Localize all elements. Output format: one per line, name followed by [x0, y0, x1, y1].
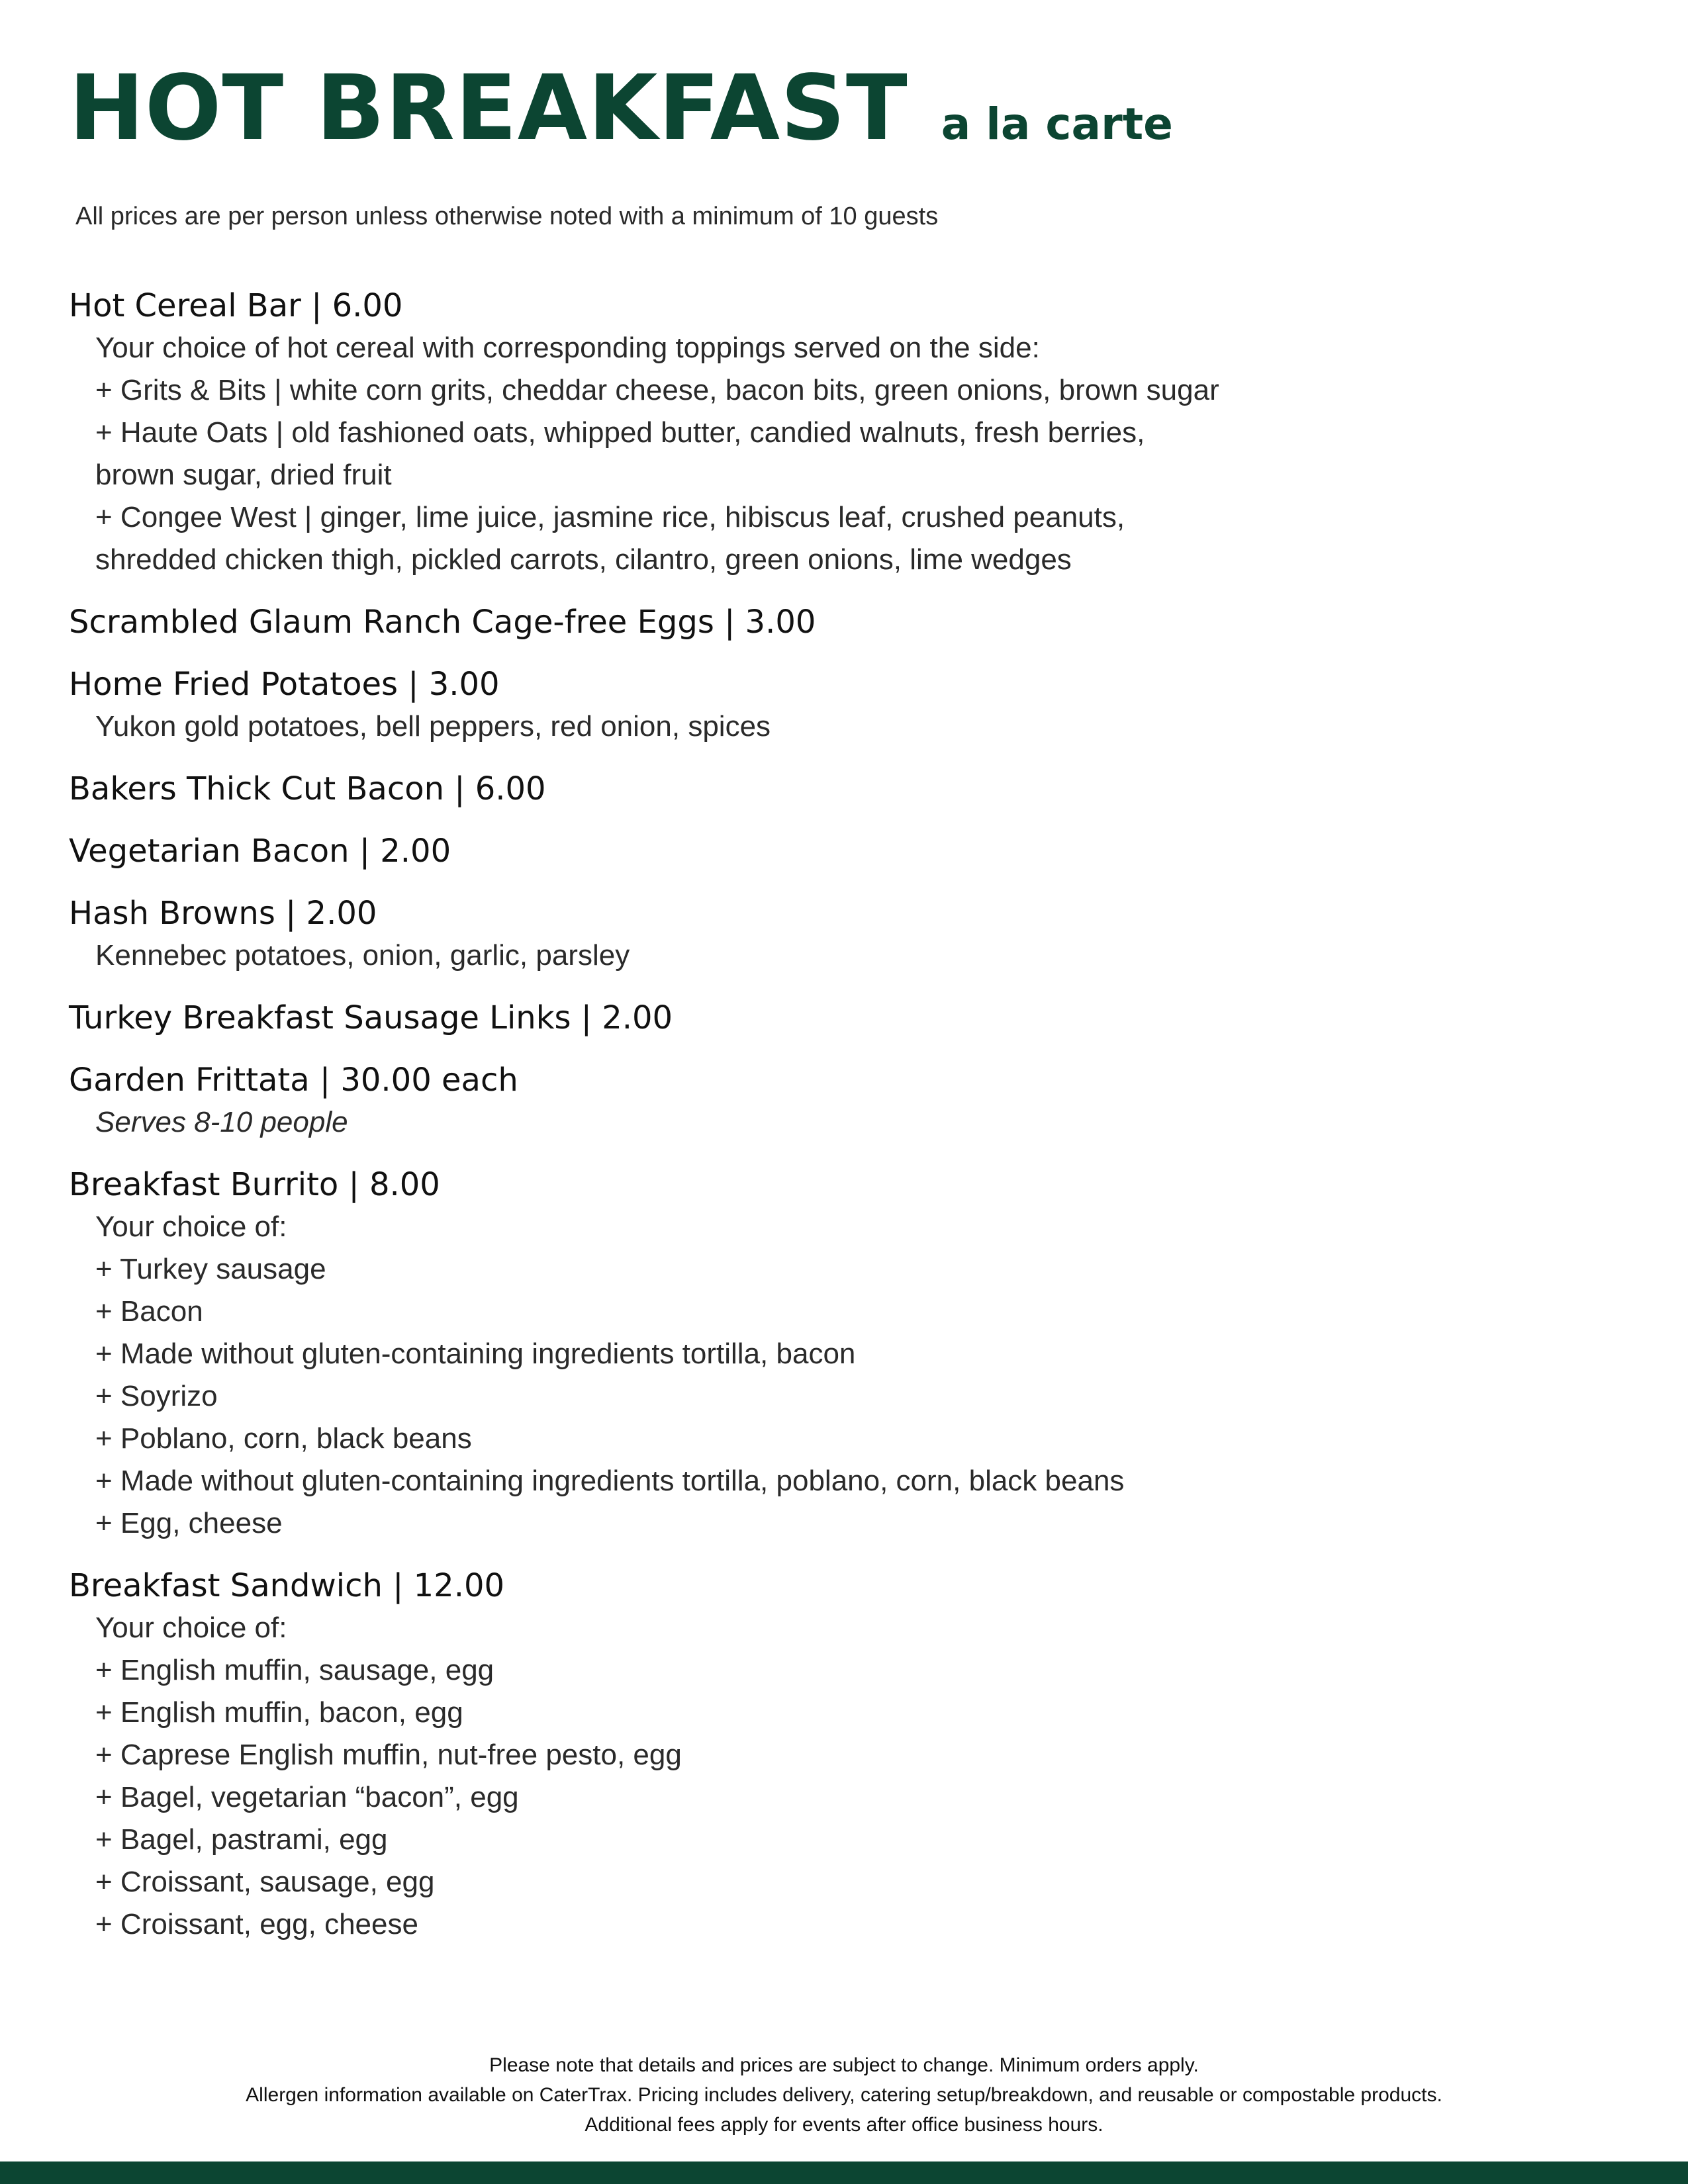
pricing-note: All prices are per person unless otherwise noted with a minimum of 10 guests: [75, 203, 939, 230]
description-line: Your choice of:: [95, 1210, 287, 1243]
description-line: + Poblano, corn, black beans: [95, 1422, 472, 1455]
description-line: + Bagel, pastrami, egg: [95, 1823, 388, 1856]
menu-item: [69, 830, 1591, 872]
description-line: + English muffin, sausage, egg: [95, 1654, 494, 1686]
description-line: Serves 8-10 people: [95, 1106, 348, 1138]
footer-line: Allergen information available on CaterTrax. Pricing includes delivery, catering setup/breakdown, and reusable or compostable products.: [246, 2084, 1442, 2106]
menu-item: [69, 768, 1591, 810]
page-header: [69, 56, 1173, 161]
menu-item-description: [69, 934, 1591, 977]
description-line: + Made without gluten-containing ingredients tortilla, bacon: [95, 1338, 856, 1370]
footer-notes: [0, 2050, 1688, 2140]
description-line: + Caprese English muffin, nut-free pesto, egg: [95, 1739, 682, 1771]
description-line: + Croissant, egg, cheese: [95, 1908, 418, 1940]
description-line: + Bacon: [95, 1295, 203, 1328]
description-line: + Haute Oats | old fashioned oats, whipped butter, candied walnuts, fresh berries,: [95, 416, 1145, 449]
menu-item: [69, 1565, 1591, 1946]
description-line: + Croissant, sausage, egg: [95, 1866, 435, 1898]
menu-list: [69, 285, 1591, 1966]
menu-item-title: Hash Browns | 2.00: [69, 895, 377, 932]
menu-item: [69, 663, 1591, 748]
description-line: brown sugar, dried fruit: [95, 459, 392, 491]
menu-item-description: [69, 1607, 1591, 1946]
menu-item-description: [69, 1101, 1591, 1144]
footer-line: Please note that details and prices are subject to change. Minimum orders apply.: [489, 2054, 1199, 2076]
menu-item-description: [69, 1206, 1591, 1545]
page-title: HOT BREAKFAST: [69, 56, 908, 161]
description-line: + Congee West | ginger, lime juice, jasmine rice, hibiscus leaf, crushed peanuts,: [95, 501, 1125, 533]
menu-item-title: Bakers Thick Cut Bacon | 6.00: [69, 770, 546, 807]
description-line: + Soyrizo: [95, 1380, 218, 1412]
description-line: Yukon gold potatoes, bell peppers, red onion, spices: [95, 710, 771, 743]
menu-item-description: [69, 327, 1591, 581]
menu-item-description: [69, 705, 1591, 748]
description-line: Your choice of:: [95, 1612, 287, 1644]
description-line: Your choice of hot cereal with corresponding toppings served on the side:: [95, 332, 1040, 364]
menu-item-title: Breakfast Sandwich | 12.00: [69, 1567, 505, 1604]
menu-item-title: Breakfast Burrito | 8.00: [69, 1166, 440, 1203]
menu-item: [69, 1059, 1591, 1144]
menu-item-title: Home Fried Potatoes | 3.00: [69, 666, 500, 703]
footer-line: Additional fees apply for events after office business hours.: [585, 2114, 1103, 2136]
description-line: + Bagel, vegetarian “bacon”, egg: [95, 1781, 519, 1813]
menu-item-title: Garden Frittata | 30.00 each: [69, 1062, 518, 1099]
description-line: Kennebec potatoes, onion, garlic, parsley: [95, 939, 630, 972]
menu-item: [69, 1163, 1591, 1545]
description-line: + Grits & Bits | white corn grits, cheddar cheese, bacon bits, green onions, brown sugar: [95, 374, 1219, 406]
description-line: + Egg, cheese: [95, 1507, 283, 1539]
menu-item: [69, 601, 1591, 643]
description-line: + Turkey sausage: [95, 1253, 326, 1285]
menu-item: [69, 892, 1591, 977]
menu-item: [69, 997, 1591, 1039]
menu-item-title: Turkey Breakfast Sausage Links | 2.00: [69, 999, 673, 1036]
footer-bar: [0, 2161, 1688, 2184]
menu-item-title: Vegetarian Bacon | 2.00: [69, 833, 451, 870]
description-line: + Made without gluten-containing ingredients tortilla, poblano, corn, black beans: [95, 1465, 1125, 1497]
menu-item: [69, 285, 1591, 581]
menu-item-title: Hot Cereal Bar | 6.00: [69, 287, 403, 324]
description-line: + English muffin, bacon, egg: [95, 1696, 463, 1729]
menu-item-title: Scrambled Glaum Ranch Cage-free Eggs | 3.00: [69, 604, 816, 641]
description-line: shredded chicken thigh, pickled carrots, cilantro, green onions, lime wedges: [95, 543, 1072, 576]
page-subtitle: a la carte: [941, 99, 1173, 150]
